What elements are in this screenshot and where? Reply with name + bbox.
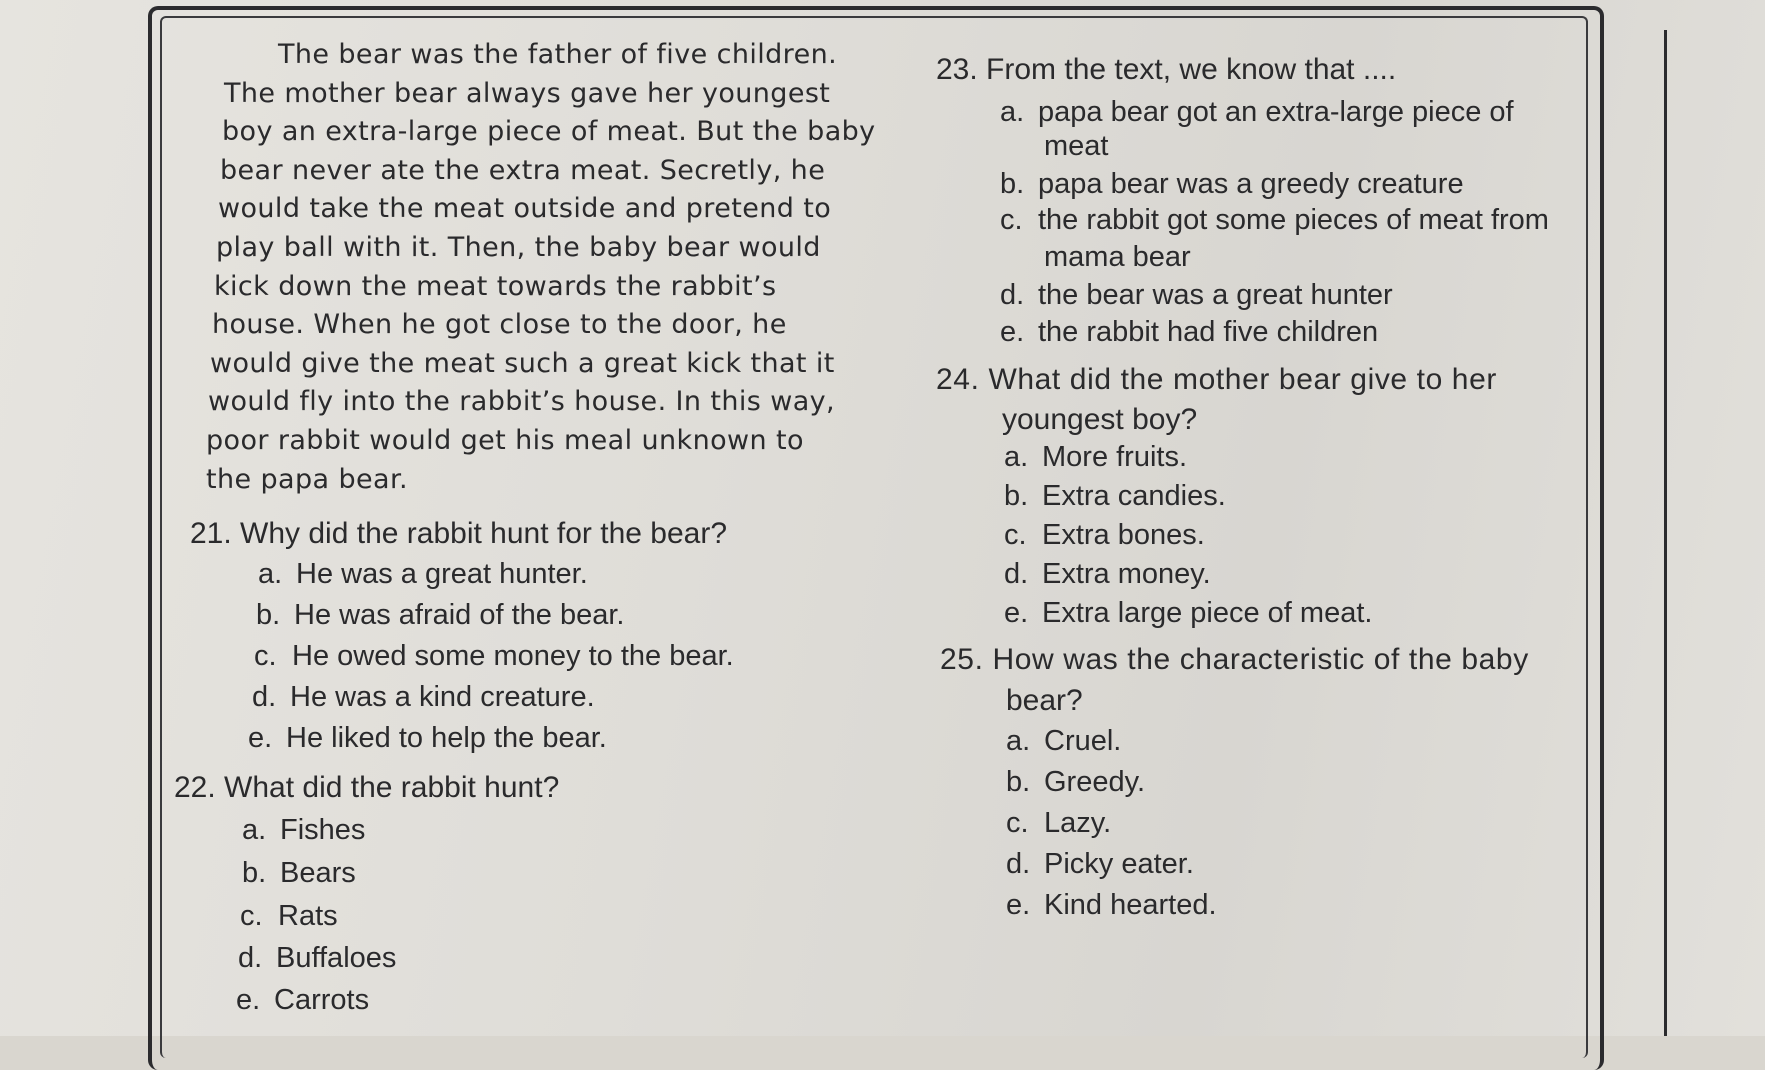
question-25-cont: bear? <box>1006 684 1083 717</box>
option-25c[interactable]: c. Lazy. <box>1006 807 1112 839</box>
option-25e[interactable]: e. Kind hearted. <box>1006 889 1217 921</box>
passage-line: The mother bear always gave her youngest <box>224 77 831 109</box>
question-text: 25. How was the characteristic of the baby <box>940 643 1529 676</box>
question-text: 24. What did the mother bear give to her <box>936 363 1497 396</box>
option-22e[interactable]: e. Carrots <box>236 984 370 1016</box>
option-25a[interactable]: a. Cruel. <box>1006 725 1122 757</box>
option-25b[interactable]: b. Greedy. <box>1006 766 1146 798</box>
question-text: 22. What did the rabbit hunt? <box>174 771 560 804</box>
question-text: 23. From the text, we know that .... <box>936 53 1397 86</box>
question-21 <box>190 514 727 554</box>
option-23b[interactable]: b. papa bear was a greedy creature <box>1000 168 1464 200</box>
question-25 <box>940 640 1529 680</box>
option-21a[interactable]: a. He was a great hunter. <box>258 558 588 590</box>
option-24d[interactable]: d. Extra money. <box>1004 558 1211 590</box>
option-25d[interactable]: d. Picky eater. <box>1006 848 1194 880</box>
question-23 <box>936 50 1396 90</box>
question-text: 21. Why did the rabbit hunt for the bear? <box>190 517 727 550</box>
passage-line: poor rabbit would get his meal unknown to <box>206 424 804 456</box>
option-24e[interactable]: e. Extra large piece of meat. <box>1004 597 1373 629</box>
option-21d[interactable]: d. He was a kind creature. <box>252 681 595 713</box>
option-21b[interactable]: b. He was afraid of the bear. <box>256 599 625 631</box>
passage-line: would take the meat outside and pretend to <box>218 193 832 225</box>
page-edge-line <box>1664 30 1667 1036</box>
question-22 <box>174 768 559 808</box>
question-24 <box>936 360 1497 400</box>
option-23c[interactable]: c. the rabbit got some pieces of meat from <box>1000 204 1549 236</box>
option-24b[interactable]: b. Extra candies. <box>1004 480 1226 512</box>
passage-line: the papa bear. <box>206 463 408 495</box>
passage-line: The bear was the father of five children. <box>278 39 838 70</box>
reading-passage <box>206 36 876 499</box>
passage-line: house. When he got close to the door, he <box>212 309 787 341</box>
option-22c[interactable]: c. Rats <box>240 900 338 932</box>
option-21e[interactable]: e. He liked to help the bear. <box>248 722 607 754</box>
option-23a-cont: meat <box>1044 130 1109 162</box>
question-24-cont: youngest boy? <box>1002 403 1198 436</box>
option-24c[interactable]: c. Extra bones. <box>1004 519 1205 551</box>
passage-line: kick down the meat towards the rabbit’s <box>214 270 777 302</box>
passage-line: would fly into the rabbit’s house. In this way, <box>208 386 836 418</box>
passage-line: boy an extra-large piece of meat. But the baby <box>222 116 876 148</box>
option-22a[interactable]: a. Fishes <box>242 814 366 846</box>
passage-line: would give the meat such a great kick that it <box>210 347 835 379</box>
passage-line: play ball with it. Then, the baby bear would <box>216 231 821 263</box>
option-21c[interactable]: c. He owed some money to the bear. <box>254 640 734 672</box>
option-24a[interactable]: a. More fruits. <box>1004 441 1188 473</box>
passage-line: bear never ate the extra meat. Secretly, he <box>220 154 826 186</box>
option-23e[interactable]: e. the rabbit had five children <box>1000 316 1379 348</box>
option-23d[interactable]: d. the bear was a great hunter <box>1000 279 1393 311</box>
option-23a[interactable]: a. papa bear got an extra-large piece of <box>1000 96 1514 128</box>
option-22b[interactable]: b. Bears <box>242 857 356 889</box>
option-22d[interactable]: d. Buffaloes <box>238 942 397 974</box>
option-23c-cont: mama bear <box>1044 241 1191 273</box>
